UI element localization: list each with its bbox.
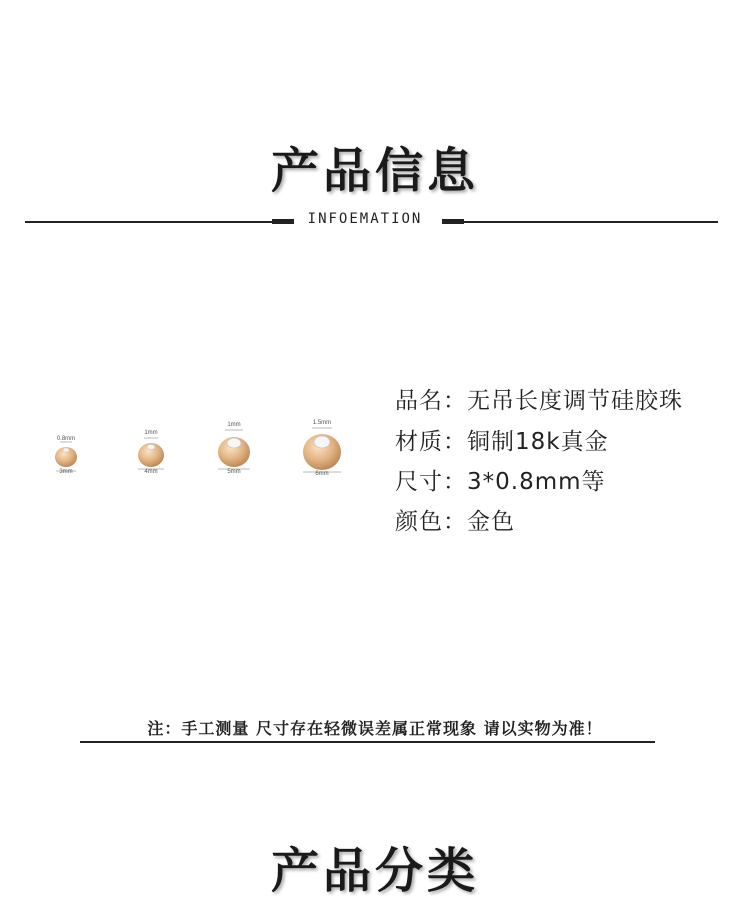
- spec-material: 材质：铜制18k真金: [395, 429, 609, 455]
- section-title-product-info: 产品信息: [270, 143, 479, 199]
- spec-size: 尺寸：3*0.8mm等: [395, 469, 606, 495]
- spec-product-name: 品名：无吊长度调节硅胶珠: [395, 388, 683, 414]
- bead-size-label: 6mm: [315, 471, 329, 477]
- divider-right: [455, 221, 718, 223]
- bead-3mm: [51, 440, 81, 484]
- section-subtitle: INFOEMATION: [307, 211, 423, 227]
- section-title-product-category: 产品分类: [270, 843, 479, 899]
- note-underline: [80, 741, 655, 743]
- bead-size-label: 4mm: [144, 469, 158, 475]
- measurement-note: 注：手工测量 尺寸存在轻微误差属正常现象 请以实物为准！: [147, 719, 603, 738]
- bead-size-label: 5mm: [227, 469, 241, 475]
- bead-hole-label: 1mm: [144, 430, 158, 436]
- bead-hole-label: 1.5mm: [312, 420, 332, 426]
- divider-left-block: [272, 219, 294, 224]
- bead-size-label: 3mm: [59, 469, 73, 475]
- spec-color: 颜色：金色: [395, 509, 515, 535]
- divider-left: [25, 221, 285, 223]
- bead-hole-label: 1mm: [227, 422, 241, 428]
- bead-hole-label: 0.8mm: [56, 436, 76, 442]
